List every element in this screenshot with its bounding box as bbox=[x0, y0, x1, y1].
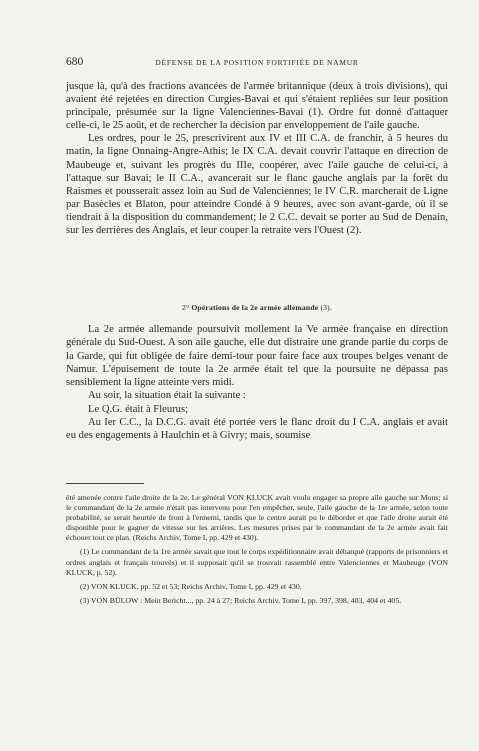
footnote-continuation: été amenée contre l'aile droite de la 2e. Le général VON KLUCK avait voulu engager sa propre aile gauche sur Mons; si le commandant de la 2e armée n'était pas intervenu pour l'en empêcher, seule, l'aile gauche de la 1re armée, selon toute probabilité, se serait heurtée de front à l'ennemi, tandis que le centre aurait pu le déborder et que l'aile droite aurait été disponible pour le gagner de vitesse sur les arrières. Les mesures prises par le commandant de la 2e armée avait fait échouer tout ce plan. (Reichs Archiv, Tome I, pp. 429 et 430). bbox=[66, 493, 448, 543]
paragraph: Au soir, la situation était la suivante : bbox=[88, 390, 246, 402]
paragraph: Au Ier C.C., la D.C.G. avait été portée vers le flanc droit du I C.A. anglais et avait eu des engagements à Haulchin et à Givry; mais, soumise bbox=[66, 417, 448, 442]
paragraph: La 2e armée allemande poursuivit mollement la Ve armée française en direction générale du Sud-Ouest. A son aile gauche, elle dut distraire une grande partie du corps de la Garde, qui fut obligée de faire demi-tour pour faire face aux troupes belges venant de Namur. L'épuisement de toute la 2e armée était tel que la poursuite ne dépassa pas sensiblement la ligne atteinte vers midi. bbox=[66, 324, 448, 389]
page-number: 680 bbox=[66, 56, 84, 68]
footnote-2: (2) VON KLUCK, pp. 52 et 53; Reichs Archiv, Tome I, pp. 429 et 430. bbox=[80, 581, 302, 591]
section-title: Opérations de la 2e armée allemande bbox=[191, 303, 319, 312]
page-header bbox=[66, 56, 448, 70]
section-body bbox=[66, 323, 448, 443]
body-text bbox=[66, 80, 448, 237]
footnote-3: (3) VON BÜLOW : Mein Bericht..., pp. 24 à 27; Reichs Archiv, Tome I, pp. 397, 398, 403, 404 et 405. bbox=[80, 595, 402, 605]
footnotes bbox=[66, 493, 448, 606]
paragraph: Les ordres, pour le 25, prescrivirent aux IV et III C.A. de franchir, à 5 heures du matin, la ligne Onnaing-Angre-Athis; le IX C.A. devait couvrir l'attaque en direction de Maubeuge et, suivant les progrès du IIIe, coopérer, avec l'aile gauche de celui-ci, à l'attaque sur Bavai; le II C.A., avancerait sur le flanc gauche anglais par la forêt du Raismes et pousserait assez loin au Sud de Valenciennes; le IV C.R. marcherait de Ligne par Basècles et Blaton, pour atteindre Condé à 9 heures, avec son avant-garde, où il se tiendrait à la disposition du commandement; le 2 C.C. devait se porter au Sud de Denain, sur les derrières des Anglais, et leur couper la retraite vers l'Ouest (2). bbox=[66, 133, 448, 237]
section-ref: (3). bbox=[320, 303, 333, 312]
footnote-1: (1) Le commandant de la 1re armée savait que tout le corps expéditionnaire avait débarqué (rapports de prisonniers et ordres anglais et français trouvés) et il supposait qu'il se trouvait rassemblé entre Valenciennes et Maubeuge (VON KLUCK, p. 52). bbox=[66, 547, 448, 577]
paragraph: jusque là, qu'à des fractions avancées de l'armée britannique (deux à trois divisions), qui avaient été rejetées en direction Curgies-Bavai et qui s'étaient repliées sur leur position principale, présumée sur la ligne Valenciennes-Bavai (1). Ordre fut donné d'attaquer celle-ci, le 25 août, et de rechercher la décision par enveloppement de l'aile gauche. bbox=[66, 81, 448, 132]
section-heading bbox=[66, 303, 448, 312]
running-title: DÉFENSE DE LA POSITION FORTIFIÉE DE NAMUR bbox=[155, 58, 359, 67]
footnote-rule bbox=[66, 483, 144, 484]
paragraph: Le Q.G. était à Fleurus; bbox=[88, 403, 189, 415]
section-number: 2° bbox=[181, 303, 190, 312]
